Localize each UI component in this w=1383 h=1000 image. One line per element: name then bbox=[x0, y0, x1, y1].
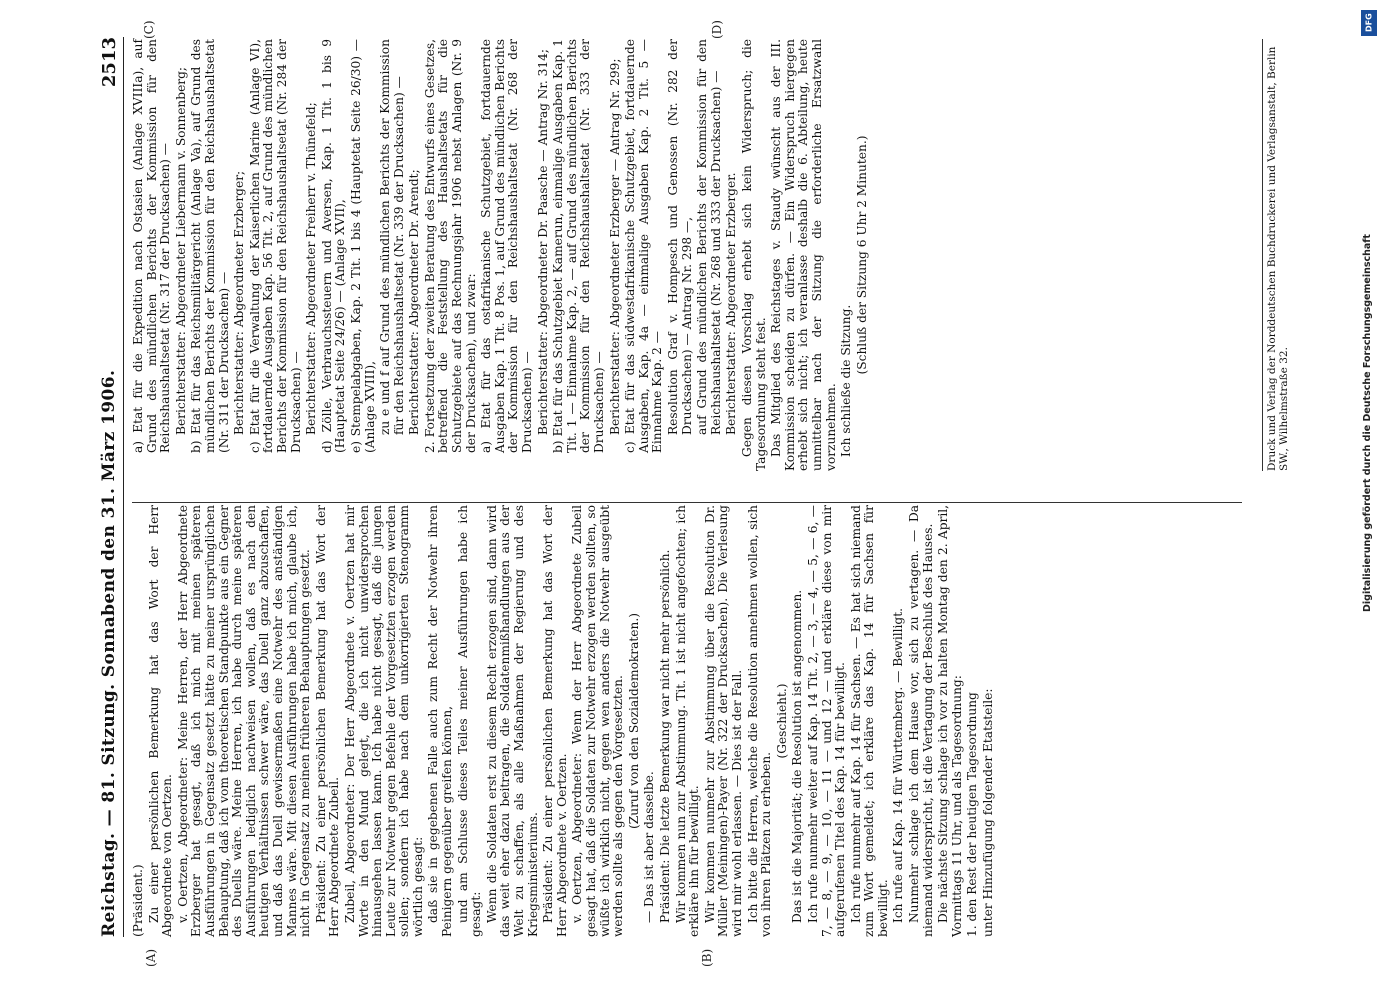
margin-mark-d: (D) bbox=[710, 20, 724, 39]
left-column-paragraph: Ich rufe nunmehr auf Kap. 14 für Sachsen. — Es hat sich niemand zum Wort gemeldet; ich erkläre das Kap. 14 für Sachsen für bewilligt. bbox=[848, 505, 890, 937]
imprint: Druck und Verlag der Norddeutschen Buchdruckerei und Verlagsanstalt, Berlin SW., Wilhelmstraße 32. bbox=[1266, 46, 1290, 471]
rotated-page-content bbox=[40, 20, 1330, 985]
left-column-paragraph: Präsident: Zu einer persönlichen Bemerkung hat das Wort der Herr Abgeordnete Zubeil. bbox=[313, 505, 342, 937]
left-column-paragraph: Ich rufe auf Kap. 14 für Württemberg. — Bewilligt. bbox=[891, 608, 906, 923]
left-column-paragraph: unter Hinzufügung folgender Etatsteile: bbox=[981, 688, 996, 937]
left-column-paragraph: daß sie in gegebenen Falle auch zum Recht der Notwehr ihren Peinigern gegenüber greifen können, bbox=[426, 505, 455, 937]
right-column-paragraph: b) Etat für das Schutzgebiet Kamerun, einmalige Ausgaben Kap. 1 Tit. 1 — Einnahme Kap. 2, — auf Grund des mündlichen Berichts der Kommission für den Reichshaushaltsetat (Nr. 333 der Drucksachen) — bbox=[551, 39, 606, 453]
left-column-paragraph: Präsident: Die letzte Bemerkung war nicht mehr persönlich. bbox=[657, 549, 672, 923]
left-column-paragraph: — Das ist aber dasselbe. bbox=[642, 771, 657, 923]
left-column-paragraph: (Zuruf von den Sozialdemokraten.) bbox=[626, 613, 641, 829]
right-column-paragraph: 2. Fortsetzung der zweiten Beratung des Entwurfs eines Gesetzes, betreffend die Feststellung des Haushaltsetats für die Schutzgebiete auf das Rechnungsjahr 1906 nebst Anlagen (Nr. 9 der Drucksachen), und zwar: bbox=[422, 39, 478, 453]
left-column-paragraph: (Präsident.) bbox=[131, 864, 145, 937]
right-column-paragraph: e) Stempelabgaben, Kap. 2 Tit. 1 bis 4 (Hauptetat Seite 26/30) — (Anlage XVIII), bbox=[348, 39, 377, 453]
right-column-paragraph: Berichterstatter: Abgeordneter Dr. Arendt; bbox=[407, 169, 422, 435]
left-column-paragraph: Zu einer persönlichen Bemerkung hat das Wort der Herr Abgeordnete von Oertzen. bbox=[146, 505, 175, 937]
right-column-paragraph: b) Etat für das Reichsmilitärgericht (Anlage Va), auf Grund des mündlichen Berichts der Kommission für den Reichshaushaltsetat (Nr. 311 der Drucksachen) — bbox=[189, 39, 231, 453]
right-column-paragraph: Das Mitglied des Reichstages v. Staudy wünscht aus der III. Kommission scheiden zu dürfen. — Ein Widerspruch hiergegen erhebt sich nicht; ich veranlasse deshalb die 6. Abteilung, heute unmittelbar nach der Sitzung die erforderliche Ersatzwahl vorzunehmen. bbox=[769, 39, 838, 471]
left-column-paragraph: Präsident: Zu einer persönlichen Bemerkung hat das Wort der Herr Abgeordnete v. Oertzen. bbox=[541, 505, 569, 937]
left-column-paragraph: Wenn die Soldaten erst zu diesem Recht erzogen sind, dann wird das weit eher dazu beitragen, die Soldatenmißhandlungen aus der Welt zu schaffen, als alle Maßnahmen der Regierung und des Kriegsministeriums. bbox=[484, 505, 540, 937]
margin-mark-b: (B) bbox=[700, 948, 714, 967]
dfg-strip bbox=[1359, 6, 1379, 996]
right-column-paragraph: Berichterstatter: Abgeordneter Erzberger. bbox=[724, 172, 739, 435]
right-column-paragraph: auf Grund des mündlichen Berichts der Kommission für den Reichshaushaltsetat (Nr. 268 und 333 der Drucksachen) — bbox=[695, 39, 723, 435]
left-column-paragraph: Wir kommen nunmehr zur Abstimmung über die Resolution Dr. Müller (Meiningen)-Payer (Nr. 322 der Drucksachen). Die Verlesung wird mir wohl erlassen. — Dies ist der Fall. bbox=[702, 505, 744, 937]
right-column-paragraph: Berichterstatter: Abgeordneter Dr. Paasche — Antrag Nr. 314; bbox=[535, 48, 550, 435]
right-column-paragraph: c) Etat für das südwestafrikanische Schutzgebiet, fortdauernde Ausgaben, Kap. 4a — einmalige Ausgaben Kap. 2 Tit. 5 — Einnahme Kap. 2 — bbox=[623, 39, 665, 453]
header-title: Reichstag. — 81. Sitzung. Sonnabend den 31. März 1906. bbox=[99, 369, 119, 937]
dfg-logo: DFG bbox=[1361, 10, 1377, 36]
column-divider bbox=[132, 502, 1242, 503]
right-column bbox=[132, 39, 871, 471]
footer-rule bbox=[1262, 39, 1263, 471]
left-column-paragraph: Das ist die Majorität; die Resolution ist angenommen. bbox=[790, 589, 805, 923]
left-column-paragraph: Ich rufe nunmehr weiter auf Kap. 14 Tit. 2, — 3, — 4, — 5, — 6, — 7, — 8, — 9, — 10, — 11 — und 12 — und erkläre diese von mir aufgerufenen Titel des Kap. 14 für bewilligt. bbox=[805, 505, 848, 937]
left-column-paragraph: Ich bitte die Herren, welche die Resolution annehmen wollen, sich von ihren Plätzen zu erheben. bbox=[745, 505, 774, 937]
left-column-paragraph: (Geschieht.) bbox=[774, 683, 789, 759]
left-column-paragraph: Zubeil, Abgeordneter: Der Herr Abgeordnete v. Oertzen hat mir Worte in den Mund gelegt, die ich nicht unwidersprochen hinausgehen lassen kann. Ich habe nicht gesagt, daß die jungen Leute zur Notwehr gegen Befehle der Vorgesetzten erzogen werden sollen; sondern ich habe nach dem unkorrigierten Stenogramm wörtlich gesagt: bbox=[342, 505, 425, 937]
right-column-paragraph: Berichterstatter: Abgeordneter Erzberger; bbox=[232, 170, 247, 435]
left-column-paragraph: v. Oertzen, Abgeordneter: Wenn der Herr Abgeordnete Zubeil gesagt hat, daß die Soldaten zur Notwehr erzogen werden sollten, so wüßte ich wirklich nicht, gegen wen anders die Notwehr ausgeübt werden sollte als gegen den Vorgesetzten. bbox=[570, 505, 626, 937]
right-column-paragraph: a) Etat für das ostafrikanische Schutzgebiet, fortdauernde Ausgaben Kap. 1 Tit. 8 Pos. 1, auf Grund des mündlichen Berichts der Kommission für den Reichshaushaltsetat (Nr. 268 der Drucksachen) — bbox=[479, 39, 535, 453]
left-column bbox=[132, 505, 998, 937]
right-column-paragraph: zu e und f auf Grund des mündlichen Berichts der Kommission für den Reichshaushaltsetat (Nr. 339 der Drucksachen) — bbox=[378, 39, 406, 435]
right-column-paragraph: (Schluß der Sitzung 6 Uhr 2 Minuten.) bbox=[854, 135, 869, 375]
dfg-notice: Digitalisierung gefördert durch die Deutsche Forschungsgemeinschaft bbox=[1362, 234, 1373, 612]
right-column-paragraph: Resolution Graf v. Hompesch und Genossen (Nr. 282 der Drucksachen) — Antrag Nr. 298 —, bbox=[665, 39, 694, 435]
page-number: 2513 bbox=[98, 37, 120, 88]
left-column-paragraph: Die nächste Sitzung schlage ich vor zu halten Montag den 2. April, Vormittags 11 Uhr, und als Tagesordnung: bbox=[936, 505, 964, 937]
margin-mark-c: (C) bbox=[142, 20, 156, 39]
right-column-paragraph: Berichterstatter: Abgeordneter Erzberger — Antrag Nr. 299; bbox=[607, 58, 622, 435]
left-column-paragraph: Wir kommen nun zur Abstimmung. Tit. 1 ist nicht angefochten; ich erkläre ihn für bewilligt. bbox=[673, 505, 702, 937]
right-column-paragraph: d) Zölle, Verbrauchssteuern und Aversen, Kap. 1 Tit. 1 bis 9 (Hauptetat Seite 24/26) — (Anlage XVII), bbox=[319, 39, 348, 453]
right-column-paragraph: Berichterstatter: Abgeordneter Freiherr v. Thünefeld; bbox=[304, 102, 319, 435]
left-column-paragraph: v. Oertzen, Abgeordneter: Meine Herren, der Herr Abgeordnete Erzberger hat gesagt, daß ich mich mit meinen späteren Ausführungen in Gegensatz gesetzt hätte zu meiner ursprünglichen Behauptung, daß ich vom theoretischen Standpunkte aus ein Gegner des Duells wäre. Meine Herren, ich habe durch meine späteren Ausführungen lediglich nachweisen wollen, daß es nach den heutigen Verhältnissen schwer wäre, das Duell ganz abzuschaffen, und daß das Duell gewissermaßen eine Notwehr des anständigen Mannes wäre. Mit diesen Ausführungen habe ich mich, glaube ich, nicht in Gegensatz zu meinen früheren Behauptungen gesetzt. bbox=[175, 505, 313, 937]
page-header bbox=[95, 37, 124, 937]
margin-mark-a: (A) bbox=[144, 948, 158, 967]
right-column-paragraph: c) Etat für die Verwaltung der Kaiserlichen Marine (Anlage VI), fortdauernde Ausgaben Kap. 56 Tit. 2, auf Grund des mündlichen Berichts der Kommission für den Reichshaushaltsetat (Nr. 284 der Drucksachen) — bbox=[247, 39, 303, 453]
right-column-paragraph: Ich schließe die Sitzung. bbox=[839, 304, 854, 457]
left-column-paragraph: 1. den Rest der heutigen Tagesordnung bbox=[965, 692, 980, 937]
left-column-paragraph: und am Schlusse dieses Teiles meiner Ausführungen habe ich gesagt: bbox=[455, 505, 484, 937]
right-column-paragraph: Berichterstatter: Abgeordneter Liebermann v. Sonnenberg; bbox=[173, 66, 188, 435]
right-column-paragraph: Gegen diesen Vorschlag erhebt sich kein Widerspruch; die Tagesordnung steht fest. bbox=[739, 39, 768, 471]
left-column-paragraph: Nunmehr schlage ich dem Hause vor, sich zu vertagen. — Da niemand widerspricht, ist die Vertagung der Beschluß des Hauses. bbox=[907, 505, 935, 937]
right-column-paragraph: a) Etat für die Expedition nach Ostasien (Anlage XVIIIa), auf Grund des mündlichen Berichts der Kommission für den Reichshaushaltsetat (Nr. 317 der Drucksachen) — bbox=[131, 39, 173, 453]
